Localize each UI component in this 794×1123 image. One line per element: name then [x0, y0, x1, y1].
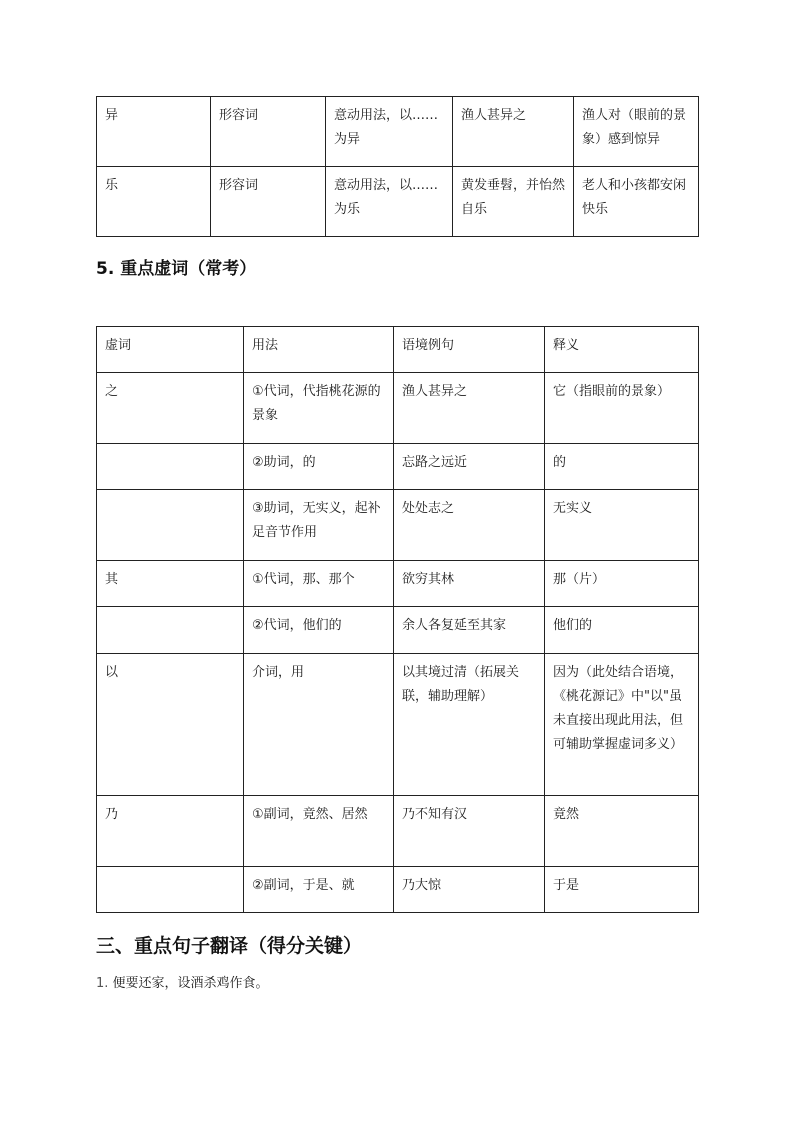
table-cell: 因为（此处结合语境，《桃花源记》中"以"虽未直接出现此用法，但可辅助掌握虚词多义）: [545, 654, 699, 796]
column-header: 用法: [244, 327, 394, 373]
table-row: [97, 867, 699, 913]
table-row: [97, 373, 699, 444]
table-cell: ②助词，的: [244, 444, 394, 490]
table-cell: 竟然: [545, 796, 699, 867]
table-row: [97, 167, 699, 237]
table-cell: 以: [97, 654, 244, 796]
table-cell: ②代词，他们的: [244, 607, 394, 654]
function-words-table: [96, 326, 699, 913]
table-cell: [97, 490, 244, 561]
table-cell: 乃: [97, 796, 244, 867]
table-cell: 欲穷其林: [394, 561, 545, 607]
table-cell: 他们的: [545, 607, 699, 654]
column-header: 语境例句: [394, 327, 545, 373]
table-row: [97, 444, 699, 490]
table-cell: 形容词: [211, 167, 326, 237]
table-cell: 渔人甚异之: [394, 373, 545, 444]
table-cell: ①代词，代指桃花源的景象: [244, 373, 394, 444]
table-cell: [97, 607, 244, 654]
column-header: 释义: [545, 327, 699, 373]
table-row: [97, 490, 699, 561]
table-cell: 介词，用: [244, 654, 394, 796]
table-row: [97, 654, 699, 796]
table-cell: ①代词，那、那个: [244, 561, 394, 607]
sentence-text: 便要还家，设酒杀鸡作食。: [112, 976, 269, 991]
section-heading-function-words: 5. 重点虚词（常考）: [96, 259, 257, 279]
table-row: [97, 97, 699, 167]
translation-sentence: [96, 973, 269, 995]
table-cell: 之: [97, 373, 244, 444]
table-cell: 形容词: [211, 97, 326, 167]
table-header-row: [97, 327, 699, 373]
table-cell: 乃大惊: [394, 867, 545, 913]
table-cell: 老人和小孩都安闲快乐: [574, 167, 699, 237]
table-row: [97, 561, 699, 607]
table-cell: ③助词，无实义，起补足音节作用: [244, 490, 394, 561]
table-cell: 意动用法，以……为乐: [326, 167, 453, 237]
table-cell: 渔人甚异之: [453, 97, 574, 167]
table-cell: ①副词，竟然、居然: [244, 796, 394, 867]
table-cell: 于是: [545, 867, 699, 913]
table-cell: 以其境过清（拓展关联，辅助理解）: [394, 654, 545, 796]
table-cell: 其: [97, 561, 244, 607]
table-cell: 无实义: [545, 490, 699, 561]
table-cell: 意动用法，以……为异: [326, 97, 453, 167]
table-cell: 异: [97, 97, 211, 167]
table-cell: [97, 444, 244, 490]
table-cell: 余人各复延至其家: [394, 607, 545, 654]
table-cell: 渔人对（眼前的景象）感到惊异: [574, 97, 699, 167]
table-cell: 那（片）: [545, 561, 699, 607]
table-cell: ②副词，于是、就: [244, 867, 394, 913]
table-cell: 黄发垂髫，并怡然自乐: [453, 167, 574, 237]
list-number: 1.: [96, 976, 109, 991]
table-row: [97, 796, 699, 867]
table-row: [97, 607, 699, 654]
column-header: 虚词: [97, 327, 244, 373]
table-cell: 它（指眼前的景象）: [545, 373, 699, 444]
table-cell: 处处志之: [394, 490, 545, 561]
table-cell: 乐: [97, 167, 211, 237]
section-heading-translation: 三、重点句子翻译（得分关键）: [96, 935, 363, 957]
table-cell: 的: [545, 444, 699, 490]
usage-table: [96, 96, 699, 237]
table-cell: 乃不知有汉: [394, 796, 545, 867]
table-cell: 忘路之远近: [394, 444, 545, 490]
table-cell: [97, 867, 244, 913]
